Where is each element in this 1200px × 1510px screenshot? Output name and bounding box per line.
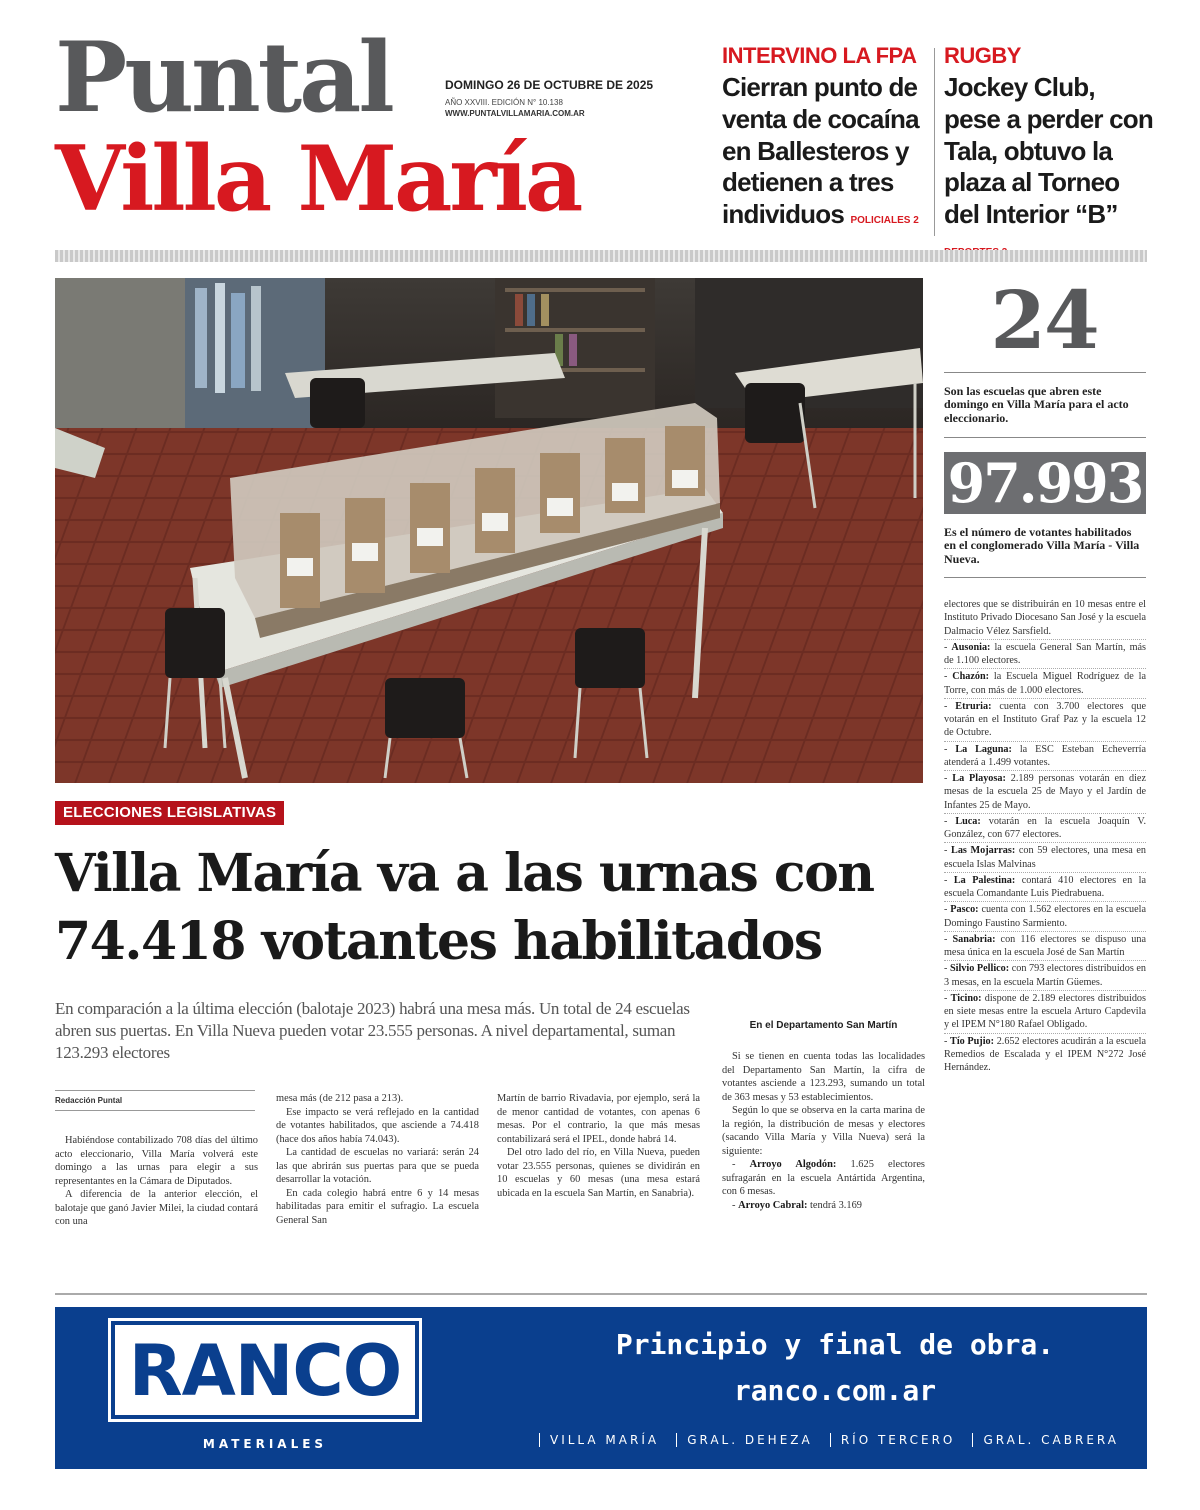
ranco-logo-subtitle: MATERIALES: [202, 1437, 328, 1451]
stat-voters-number: 97.993: [944, 452, 1146, 514]
masthead-website-link[interactable]: WWW.PUNTALVILLAMARIA.COM.AR: [445, 109, 585, 118]
stat-schools-text: Son las escuelas que abren este domingo en Villa María para el acto eleccionario.: [944, 384, 1129, 425]
list-item: - Silvio Pellico: con 793 electores distribuidos en 3 mesas, en la escuela Martín Güemes.: [944, 960, 1146, 989]
stat-rule: [944, 577, 1146, 578]
teaser-page-ref: POLICIALES 2: [850, 215, 919, 227]
byline-rule: [55, 1090, 255, 1091]
list-item: - Pasco: cuenta con 1.562 electores en la escuela Domingo Faustino Sarmiento.: [944, 901, 1146, 930]
ad-city: GRAL. DEHEZA: [676, 1433, 813, 1447]
article-column-1: [55, 1134, 258, 1229]
teaser-rugby[interactable]: [944, 44, 1154, 263]
stat-rule: [944, 437, 1146, 438]
byline-rule: [55, 1110, 255, 1111]
list-item: - Ticino: dispone de 2.189 electores distribuidos en siete mesas entre la escuela Arturo Capdevila y el IPEM N°180 Rafael Obligado.: [944, 990, 1146, 1032]
right-column-text: [944, 598, 1146, 1074]
stat-schools-number: 24: [990, 273, 1098, 367]
list-item: - Arroyo Cabral: tendrá 3.169: [732, 1199, 862, 1211]
right-intro: electores que se distribuirán en 10 mesas entre el Instituto Privado Diocesano San José y la escuela Dalmacio Vélez Sarsfield.: [944, 599, 1146, 637]
list-item: - Etruria: cuenta con 3.700 electores que votarán en el Instituto Graf Paz y la escuela 12 de Octubre.: [944, 698, 1146, 740]
article-column-3: [497, 1092, 700, 1200]
ranco-logo-text: RANCO: [128, 1330, 402, 1412]
ranco-logo: [111, 1321, 419, 1419]
article-column-2: [276, 1092, 479, 1227]
list-item: - Chazón: la Escuela Miguel Rodríguez de la Torre, con más de 1.000 electores.: [944, 668, 1146, 697]
paragraph: La cantidad de escuelas no variará: serán 24 las que abrirán sus puertas para que se pueda desarrollar la votación.: [276, 1147, 479, 1186]
list-item: - Las Mojarras: con 59 electores, una mesa en escuela Islas Malvinas: [944, 842, 1146, 871]
masthead-meta: [445, 78, 653, 118]
list-item: - La Palestina: contará 410 electores en la escuela Comandante Luis Piedrabuena.: [944, 872, 1146, 901]
list-item: - La Laguna: la ESC Esteban Echeverría atenderá a 1.499 votantes.: [944, 741, 1146, 770]
paragraph: Si se tienen en cuenta todas las localidades del Departamento San Martín, la cifra de votantes asciende a 123.293, sumando un total de 363 mesas y 53 establecimientos.: [722, 1051, 925, 1103]
paragraph: En cada colegio habrá entre 6 y 14 mesas habilitadas para emitir el sufragio. La escuela General San: [276, 1187, 479, 1226]
list-item: - Ausonia: la escuela General San Martín, más de 1.100 electores.: [944, 639, 1146, 668]
ad-city: VILLA MARÍA: [539, 1433, 659, 1447]
list-item: - Luca: votarán en la escuela Joaquín V. González, con 677 electores.: [944, 813, 1146, 842]
paragraph: mesa más (de 212 pasa a 213).: [276, 1093, 404, 1104]
teaser-divider: [934, 48, 935, 236]
sidebar-subhead: En el Departamento San Martín: [749, 1020, 898, 1031]
paragraph: Según lo que se observa en la carta marina de la región, la distribución de mesas y electores (sacando Villa María y Villa Nueva) será la siguiente:: [722, 1105, 925, 1157]
ad-slogan: Principio y final de obra.: [615, 1328, 1055, 1361]
paragraph: Martín de barrio Rivadavia, por ejemplo, será la de menor cantidad de votantes, con apenas 6 mesas. Por el contrario, la que más mesas contabilizará será el IPEL, donde habrá 14.: [497, 1093, 700, 1145]
ranco-advertisement[interactable]: [55, 1307, 1147, 1469]
teaser-headline: Jockey Club, pese a perder con Tala, obtuvo la plaza al Torneo del Interior “B”: [944, 72, 1154, 262]
masthead-name-bottom: Villa María: [55, 126, 581, 232]
masthead-name-top: Puntal: [55, 21, 392, 134]
lead-photo: [55, 278, 923, 783]
teaser-kicker: RUGBY: [944, 43, 1021, 68]
stat-voters-text: Es el número de votantes habilitados en el conglomerado Villa María - Villa Nueva.: [944, 525, 1140, 566]
separator-band: [55, 250, 1147, 262]
teaser-kicker: INTERVINO LA FPA: [722, 43, 917, 68]
article-byline: Redacción Puntal: [55, 1096, 123, 1105]
bottom-rule: [55, 1293, 1147, 1295]
paragraph: A diferencia de la anterior elección, el balotaje que ganó Javier Milei, la ciudad contará con una: [55, 1189, 258, 1228]
section-tag: ELECCIONES LEGISLATIVAS: [55, 801, 284, 825]
issue-date: DOMINGO 26 DE OCTUBRE DE 2025: [445, 78, 654, 92]
article-headline: Villa María va a las urnas con 74.418 votantes habilitados: [55, 843, 874, 972]
article-column-4: [722, 1050, 925, 1212]
paragraph: Ese impacto se verá reflejado en la cantidad de votantes habilitados, que asciende a 74.418 (hace dos años había 74.043).: [276, 1106, 479, 1145]
article-deck: En comparación a la última elección (balotaje 2023) habrá una mesa más. Un total de 24 escuelas abren sus puertas. En Villa Nueva pueden votar 23.555 personas. A nivel departamental, suman 123.293 electores: [55, 999, 690, 1063]
ad-city: GRAL. CABRERA: [972, 1433, 1118, 1447]
issue-edition: AÑO XXVIII. EDICIÓN N° 10.138: [445, 98, 563, 107]
list-item: - Sanabria: con 116 electores se dispuso una mesa única en la escuela José de San Martín: [944, 931, 1146, 960]
teaser-headline: Cierran punto de venta de cocaína en Ballesteros y detienen a tres individuos POLICIALES 2: [722, 72, 919, 230]
ad-cities: [539, 1433, 1119, 1447]
ad-city: RÍO TERCERO: [830, 1433, 956, 1447]
list-item: - Arroyo Algodón: 1.625 electores sufragarán en la escuela Antártida Argentina, con 6 mesas.: [722, 1159, 925, 1198]
paragraph: Habiéndose contabilizado 708 días del último acto eleccionario, Villa María volverá este domingo a las urnas para elegir a sus representantes en la Cámara de Diputados.: [55, 1135, 258, 1187]
masthead: [55, 21, 655, 240]
stat-rule: [944, 372, 1146, 373]
list-item: - Tío Pujio: 2.652 electores acudirán a la escuela Remedios de Escalada y el IPEM N°272 José Hernández.: [944, 1033, 1146, 1075]
list-item: - La Playosa: 2.189 personas votarán en diez mesas de la escuela 25 de Mayo y el Jardín de Infantes 25 de Mayo.: [944, 770, 1146, 812]
ad-website-link[interactable]: ranco.com.ar: [733, 1374, 937, 1407]
paragraph: Del otro lado del río, en Villa Nueva, pueden votar 23.555 personas, quienes se dividirán en 10 escuelas y 60 mesas (una mesa estará ubicada en la escuela San Martín, en Sanabria).: [497, 1147, 700, 1199]
teaser-police[interactable]: [722, 44, 932, 231]
